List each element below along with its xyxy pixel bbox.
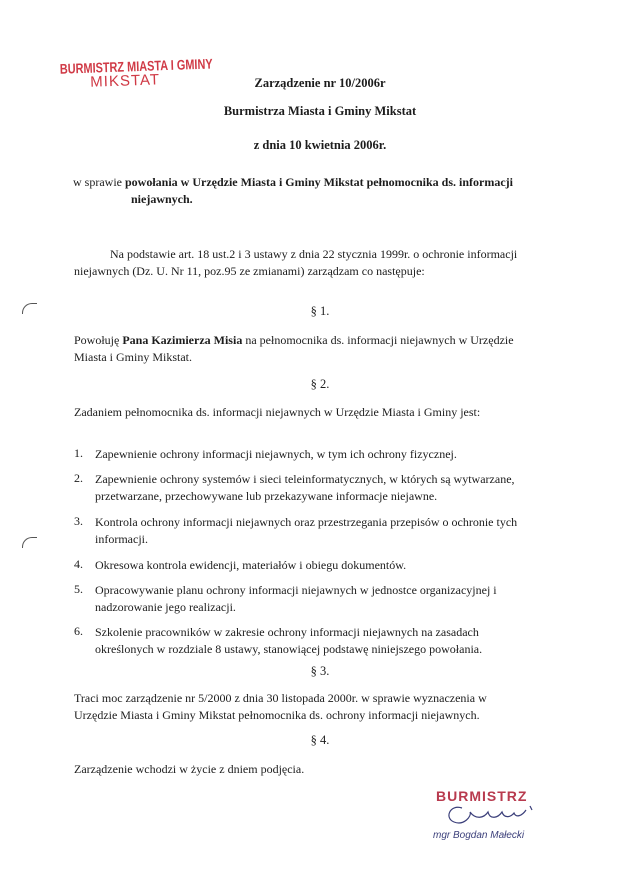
section-3-line-1: Traci moc zarządzenie nr 5/2000 z dnia 30 listopada 2000r. w sprawie wyznaczenia w: [74, 691, 487, 705]
list-number: 1.: [74, 446, 83, 460]
issuer-title: Burmistrza Miasta i Gminy Mikstat: [223, 104, 417, 118]
section-2-intro: Zadaniem pełnomocnika ds. informacji niejawnych w Urzędzie Miasta i Gminy jest:: [74, 405, 481, 419]
margin-mark: [22, 537, 37, 548]
list-item-text: nadzorowanie jego realizacji.: [95, 600, 236, 614]
subject-line: [73, 174, 593, 191]
subject-line-2: [131, 191, 193, 208]
list-number: 2.: [74, 471, 83, 485]
subject-bold: powołania w Urzędzie Miasta i Gminy Mikstat pełnomocnika ds. informacji: [124, 175, 513, 189]
subject-bold-2: niejawnych.: [131, 192, 193, 206]
legal-basis-line-2: niejawnych (Dz. U. Nr 11, poz.95 ze zmianami) zarządzam co następuje:: [74, 264, 425, 278]
section-4-line-1: Zarządzenie wchodzi w życie z dniem podjęcia.: [74, 762, 305, 776]
list-item-text: Okresowa kontrola ewidencji, materiałów i obiegu dokumentów.: [95, 558, 407, 572]
list-item-text: Opracowywanie planu ochrony informacji niejawnych w jednostce organizacyjnej i: [95, 583, 497, 597]
stamp-line-2: MIKSTAT: [89, 71, 161, 91]
list-item-text: Zapewnienie ochrony informacji niejawnych, w tym ich ochrony fizycznej.: [95, 447, 457, 461]
list-item-text: Zapewnienie ochrony systemów i sieci teleinformatycznych, w których są wytwarzane,: [95, 472, 515, 486]
appointee-name: Pana Kazimierza Misia: [122, 333, 243, 347]
document-title: Zarządzenie nr 10/2006r: [254, 76, 386, 90]
section-1-heading: § 1.: [310, 304, 330, 318]
list-number: 6.: [74, 624, 83, 638]
margin-mark: [22, 303, 37, 314]
signature-block: [400, 788, 570, 841]
subject-prefix: w sprawie: [73, 175, 125, 189]
list-item-text: przetwarzane, przechowywane lub przekazywane informacje niejawne.: [95, 489, 438, 503]
list-item-text: informacji.: [95, 532, 148, 546]
handwritten-signature: [440, 800, 550, 828]
section-1-pre: Powołuję: [74, 333, 123, 347]
list-number: 5.: [74, 582, 83, 596]
section-1-post: na pełnomocnika ds. informacji niejawnych w Urzędzie: [242, 333, 514, 347]
section-1-line-2: Miasta i Gminy Mikstat.: [74, 350, 192, 364]
section-3-heading: § 3.: [310, 664, 330, 678]
stamp-line-1: BURMISTRZ MIASTA I GMINY: [59, 55, 213, 77]
section-1-line-1: [74, 332, 514, 349]
list-item-text: Kontrola ochrony informacji niejawnych oraz przestrzegania przepisów o ochronie tych: [95, 515, 518, 529]
signature-title: BURMISTRZ: [436, 788, 528, 804]
signatory-name: mgr Bogdan Małecki: [433, 830, 525, 841]
section-4-heading: § 4.: [310, 733, 330, 747]
section-3-line-2: Urzędzie Miasta i Gminy Mikstat pełnomocnika ds. ochrony informacji niejawnych.: [74, 708, 480, 722]
list-item-text: określonych w rozdziale 8 ustawy, stanowiącej podstawę niniejszego powołania.: [95, 642, 483, 656]
list-item-text: Szkolenie pracowników w zakresie ochrony informacji niejawnych na zasadach: [95, 625, 479, 639]
list-number: 4.: [74, 557, 83, 571]
legal-basis-line-1: Na podstawie art. 18 ust.2 i 3 ustawy z dnia 22 stycznia 1999r. o ochronie informacji: [110, 247, 518, 261]
section-2-heading: § 2.: [310, 377, 330, 391]
list-number: 3.: [74, 514, 83, 528]
date-title: z dnia 10 kwietnia 2006r.: [253, 138, 387, 152]
